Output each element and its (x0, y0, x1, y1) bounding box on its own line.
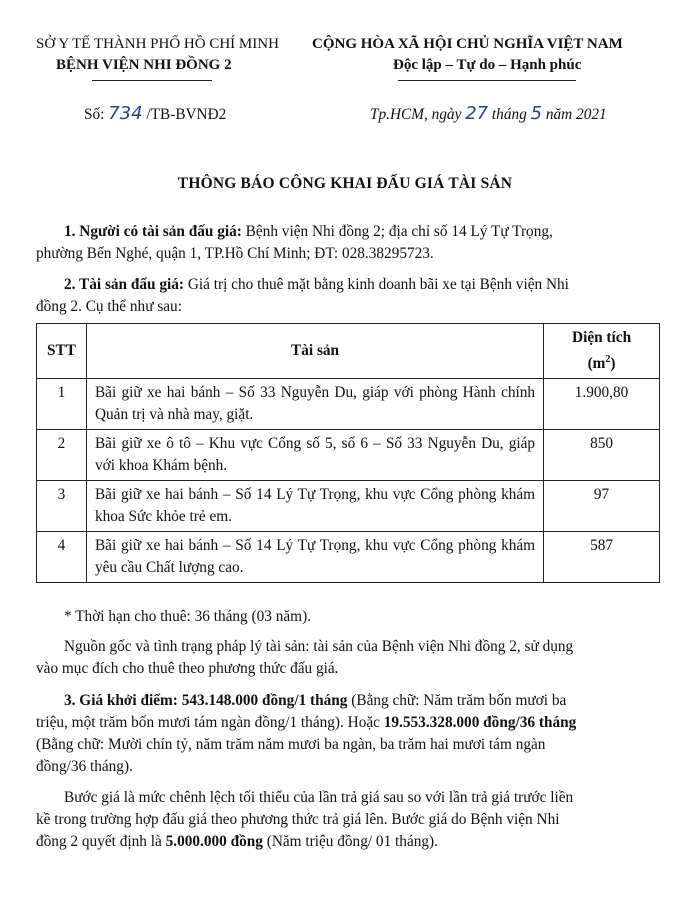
section-owner (36, 221, 660, 265)
table-row (37, 379, 660, 430)
document-number: Số: 734 /TB-BVNĐ2 (84, 103, 227, 124)
row-stt: 4 (37, 532, 87, 583)
row-stt: 3 (37, 481, 87, 532)
header-stt: STT (37, 324, 87, 379)
owner-label: 1. Người có tài sản đấu giá: (64, 223, 242, 240)
handwritten-day: 27 (465, 103, 489, 124)
lease-term: * Thời hạn cho thuê: 36 tháng (03 năm). (64, 608, 311, 625)
row-asset: Bãi giữ xe hai bánh – Số 33 Nguyễn Du, giáp với phòng Hành chính Quản trị và nhà may, giặt. (86, 379, 543, 430)
header-asset: Tài sản (86, 324, 543, 379)
owner-text-2: phường Bến Nghé, quận 1, TP.Hồ Chí Minh; ĐT: 028.38295723. (36, 245, 434, 262)
asset-label: 2. Tài sản đấu giá: (64, 276, 185, 293)
row-asset: Bãi giữ xe ô tô – Khu vực Cổng số 5, số 6 – Số 33 Nguyễn Du, giáp với khoa Khám bệnh. (86, 430, 543, 481)
section-asset (36, 274, 660, 318)
table-row (37, 481, 660, 532)
hospital-underline (92, 80, 212, 81)
country-name: CỘNG HÒA XÃ HỘI CHỦ NGHĨA VIỆT NAM (312, 36, 623, 52)
bid-step-amount: 5.000.000 đồng (165, 833, 263, 850)
handwritten-number: 734 (108, 103, 143, 124)
handwritten-month: 5 (530, 103, 543, 124)
ministry-name: SỞ Y TẾ THÀNH PHỐ HỒ CHÍ MINH (36, 36, 279, 52)
row-stt: 1 (37, 379, 87, 430)
notice-title: THÔNG BÁO CÔNG KHAI ĐẤU GIÁ TÀI SẢN (177, 175, 513, 192)
table-header-row (37, 324, 660, 379)
hospital-name: BỆNH VIỆN NHI ĐỒNG 2 (56, 57, 232, 73)
table-row (37, 532, 660, 583)
owner-text: Bệnh viện Nhi đồng 2; địa chỉ số 14 Lý Tự Trọng, (241, 223, 553, 240)
legal-origin: Nguồn gốc và tình trạng pháp lý tài sản: tài sản của Bệnh viện Nhi đồng 2, sử dụng vào mục đích cho thuê theo phương thức đấu giá. (36, 638, 574, 677)
start-price-total: 19.553.328.000 đồng/36 tháng (383, 714, 577, 731)
row-asset: Bãi giữ xe hai bánh – Số 14 Lý Tự Trọng, khu vực Cổng phòng khám khoa Sức khỏe trẻ em. (86, 481, 543, 532)
start-price-monthly: 543.148.000 đồng/1 tháng (177, 692, 348, 709)
motto: Độc lập – Tự do – Hạnh phúc (393, 57, 582, 73)
row-area: 850 (544, 430, 660, 481)
row-asset: Bãi giữ xe hai bánh – Số 14 Lý Tự Trọng, khu vực Cổng phòng khám yêu cầu Chất lượng cao. (86, 532, 543, 583)
table-row (37, 430, 660, 481)
row-stt: 2 (37, 430, 87, 481)
header-area: Diện tích $(m^2)$ (544, 324, 660, 379)
asset-table (36, 323, 660, 583)
document-date: Tp.HCM, ngày 27 tháng 5 năm 2021 (370, 103, 607, 124)
row-area: 97 (544, 481, 660, 532)
row-area: 587 (544, 532, 660, 583)
row-area: 1.900,80 (544, 379, 660, 430)
asset-text-2: đồng 2. Cụ thể như sau: (36, 298, 182, 315)
bid-step: Bước giá là mức chênh lệch tối thiểu của lần trả giá sau so với lần trả giá trước liền kề trong trường hợp đấu giá theo phương thức trả giá lên. Bước giá do Bệnh viện Nhi đồng 2 quyết định là 5.000.000 đồng (Năm triệu đồng/ 01 tháng). (36, 789, 574, 850)
motto-underline (398, 80, 576, 81)
section-start-price: 3. Giá khởi điểm: 543.148.000 đồng/1 tháng (Bằng chữ: Năm trăm bốn mươi ba triệu, một trăm bốn mươi tám ngàn đồng/1 tháng). Hoặc 19.553.328.000 đồng/36 tháng (Bằng chữ: Mười chín tỷ, năm trăm năm mươi ba ngàn, ba trăm hai mươi tám ngàn đồng/36 tháng). (36, 692, 577, 775)
asset-text: Giá trị cho thuê mặt bằng kinh doanh bãi xe tại Bệnh viện Nhi (184, 276, 569, 293)
start-price-label: 3. Giá khởi điểm: (64, 692, 178, 709)
